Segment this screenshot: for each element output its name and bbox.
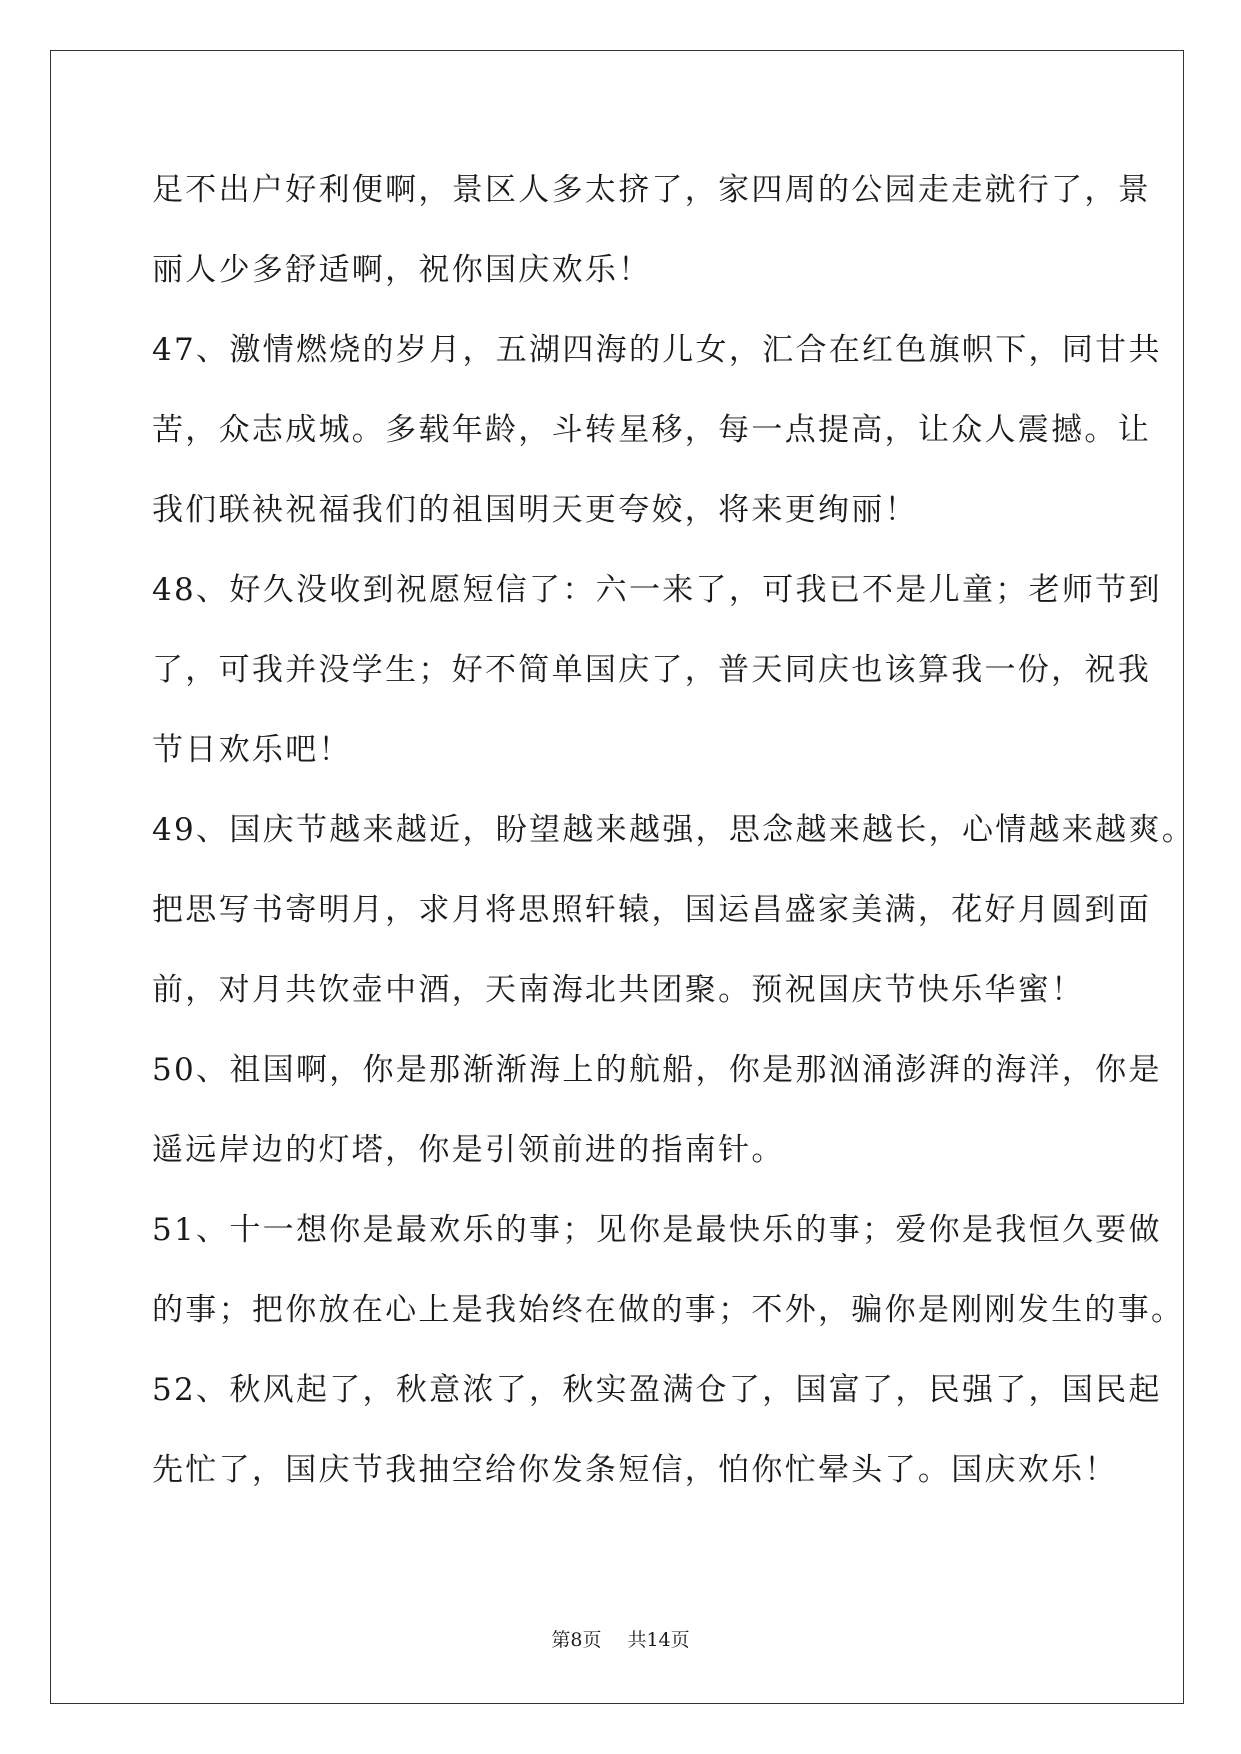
text-line: 先忙了，国庆节我抽空给你发条短信，怕你忙晕头了。国庆欢乐！	[152, 1452, 1118, 1488]
text-line: 51、十一想你是最欢乐的事；见你是最快乐的事；爱你是我恒久要做	[152, 1212, 1162, 1248]
text-line: 48、好久没收到祝愿短信了：六一来了，可我已不是儿童；老师节到	[152, 572, 1162, 608]
text-line: 了，可我并没学生；好不简单国庆了，普天同庆也该算我一份，祝我	[152, 652, 1151, 688]
page-total: 共14页	[627, 1629, 690, 1651]
text-line: 把思写书寄明月，求月将思照轩辕，国运昌盛家美满，花好月圆到面	[152, 892, 1151, 928]
text-line: 的事；把你放在心上是我始终在做的事；不外，骗你是刚刚发生的事。	[152, 1292, 1185, 1328]
text-line: 节日欢乐吧！	[152, 732, 352, 768]
text-line: 足不出户好利便啊，景区人多太挤了，家四周的公园走走就行了，景	[152, 172, 1151, 208]
text-line: 52、秋风起了，秋意浓了，秋实盈满仓了，国富了，民强了，国民起	[152, 1372, 1162, 1408]
text-line: 50、祖国啊，你是那渐渐海上的航船，你是那汹涌澎湃的海洋，你是	[152, 1052, 1162, 1088]
document-body	[152, 158, 1196, 1518]
text-line: 丽人少多舒适啊，祝你国庆欢乐！	[152, 252, 652, 288]
page-footer	[0, 1626, 1241, 1654]
text-line: 我们联袂祝福我们的祖国明天更夸姣，将来更绚丽！	[152, 492, 918, 528]
text-line: 遥远岸边的灯塔，你是引领前进的指南针。	[152, 1132, 785, 1168]
text-line: 47、激情燃烧的岁月，五湖四海的儿女，汇合在红色旗帜下，同甘共	[152, 332, 1162, 368]
text-line: 苦，众志成城。多载年龄，斗转星移，每一点提高，让众人震撼。让	[152, 412, 1151, 448]
page-number: 第8页	[551, 1629, 602, 1651]
text-line: 49、国庆节越来越近，盼望越来越强，思念越来越长，心情越来越爽。	[152, 812, 1196, 848]
text-line: 前，对月共饮壶中酒，天南海北共团聚。预祝国庆节快乐华蜜！	[152, 972, 1085, 1008]
